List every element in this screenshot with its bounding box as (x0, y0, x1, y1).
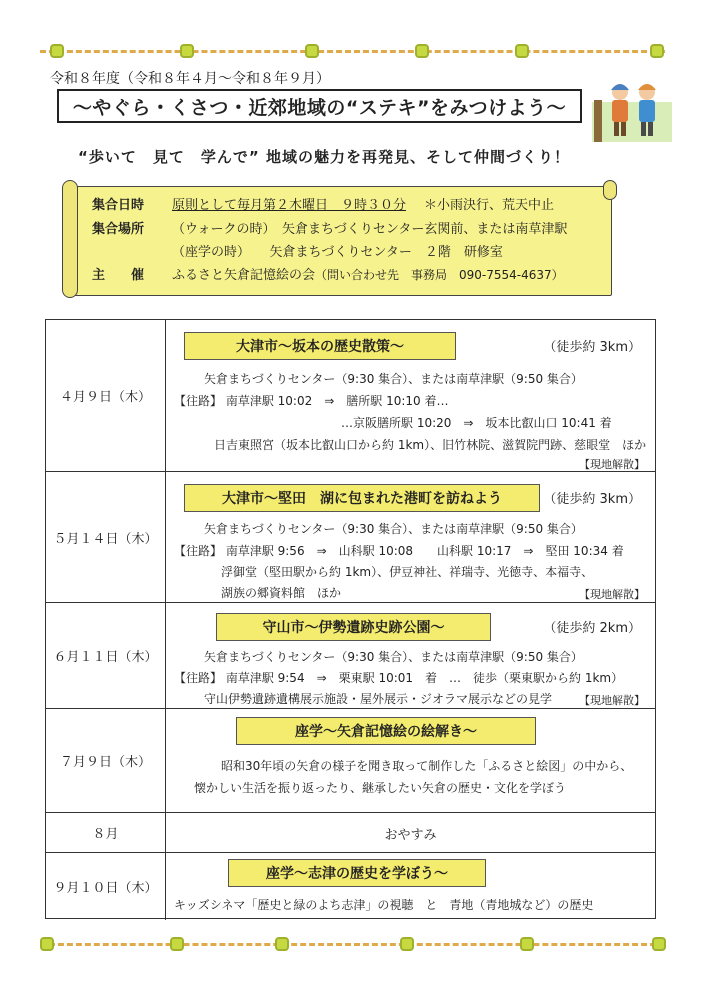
event-date: ８月 (46, 813, 166, 852)
event-distance: （徒歩約 2km） (543, 621, 641, 636)
event-detail-line: 守山伊勢遺跡遺構展示施設・屋外展示・ジオラマ展示などの見学 (204, 692, 553, 706)
page-title: ～やぐら・くさつ・近郊地域の“ステキ”をみつけよう～ (57, 89, 582, 123)
event-date: ７月９日（木） (46, 709, 166, 812)
meet-time-value: 原則として毎月第２木曜日 ９時３０分 (172, 198, 407, 213)
table-row (46, 472, 655, 603)
event-detail-line: …京阪膳所駅 10:20 ⇒ 坂本比叡山口 10:41 着 (341, 416, 612, 430)
meet-time-label: 集合日時 (92, 198, 145, 213)
event-detail-line: 懐かしい生活を振り返ったり、継承したい矢倉の歴史・文化を学ぼう (194, 781, 567, 795)
hikers-illustration-icon (592, 72, 672, 142)
event-detail-line: 矢倉まちづくりセンター（9:30 集合）、または南草津駅（9:50 集合） (204, 522, 583, 536)
table-row (46, 853, 655, 920)
table-row (46, 603, 655, 709)
meet-place-lecture-row (172, 241, 503, 260)
event-date: ９月１０日（木） (46, 853, 166, 920)
event-title: 大津市～坂本の歴史散策～ (184, 332, 456, 360)
event-title: 大津市～堅田 湖に包まれた港町を訪ねよう (184, 484, 540, 512)
host-value: ふるさと矢倉記憶絵の会 (172, 268, 316, 283)
contact-info: （問い合わせ先 事務局 090-7554-4637） (315, 268, 564, 282)
event-detail-line: 湖族の郷資料館 ほか (221, 586, 342, 600)
event-title: 守山市～伊勢遺跡史跡公園～ (216, 613, 491, 641)
meet-place-row (92, 218, 567, 237)
event-date: ６月１１日（木） (46, 603, 166, 708)
table-row (46, 320, 655, 472)
event-detail-line: 【往路】 南草津駅 10:02 ⇒ 膳所駅 10:10 着… (174, 394, 449, 408)
meet-time-row (92, 194, 554, 213)
scroll-curl-left (62, 180, 78, 298)
event-tag: 【現地解散】 (579, 588, 645, 601)
scroll-curl-right (603, 180, 617, 200)
event-title: 座学～矢倉記憶絵の絵解き～ (236, 717, 536, 745)
info-scroll (62, 180, 617, 298)
event-distance: （徒歩約 3km） (543, 340, 641, 355)
event-distance: （徒歩約 3km） (543, 492, 641, 507)
period-label: 令和８年度（令和８年４月～令和８年９月） (50, 71, 330, 87)
meet-time-note: ＊小雨決行、荒天中止 (424, 198, 555, 213)
event-note: おやすみ (384, 828, 437, 843)
host-label: 主 催 (92, 268, 145, 283)
top-decorative-border (40, 44, 665, 58)
event-title: 座学～志津の歴史を学ぼう～ (228, 859, 486, 887)
meet-place-label: 集合場所 (92, 222, 145, 237)
event-detail-line: 矢倉まちづくりセンター（9:30 集合）、または南草津駅（9:50 集合） (204, 650, 583, 664)
event-detail-line: 矢倉まちづくりセンター（9:30 集合）、または南草津駅（9:50 集合） (204, 372, 583, 386)
table-row (46, 813, 655, 853)
meet-place-lecture: （座学の時） 矢倉まちづくりセンター ２階 研修室 (172, 245, 503, 260)
subtitle: “歩いて 見て 学んで” 地域の魅力を再発見、そして仲間づくり！ (78, 148, 570, 166)
meet-place-walk: （ウォークの時） 矢倉まちづくりセンター玄関前、または南草津駅 (172, 222, 568, 237)
table-row (46, 709, 655, 813)
host-row (92, 264, 564, 283)
event-detail-line: キッズシネマ「歴史と緑のよち志津」の視聴 と 青地（青地城など）の歴史 (174, 898, 594, 912)
event-detail-line: 浮御堂（堅田駅から約 1km）、伊豆神社、祥瑞寺、光徳寺、本福寺、 (221, 565, 594, 579)
event-detail-line: 【往路】 南草津駅 9:54 ⇒ 栗東駅 10:01 着 … 徒歩（栗東駅から約 1km） (174, 671, 624, 685)
event-detail-line: 【往路】 南草津駅 9:56 ⇒ 山科駅 10:08 山科駅 10:17 ⇒ 堅田 10:34 着 (174, 544, 624, 558)
event-date: ５月１４日（木） (46, 472, 166, 602)
bottom-decorative-border (40, 937, 665, 951)
event-tag: 【現地解散】 (579, 458, 645, 471)
event-detail-line: 昭和30年頃の矢倉の様子を聞き取って制作した「ふるさと絵図」の中から、 (221, 759, 633, 773)
schedule-table (45, 319, 656, 919)
event-tag: 【現地解散】 (579, 694, 645, 707)
event-date: ４月９日（木） (46, 320, 166, 471)
event-detail-line: 日吉東照宮（坂本比叡山口から約 1km）、旧竹林院、滋賀院門跡、慈眼堂 ほか (214, 438, 647, 452)
